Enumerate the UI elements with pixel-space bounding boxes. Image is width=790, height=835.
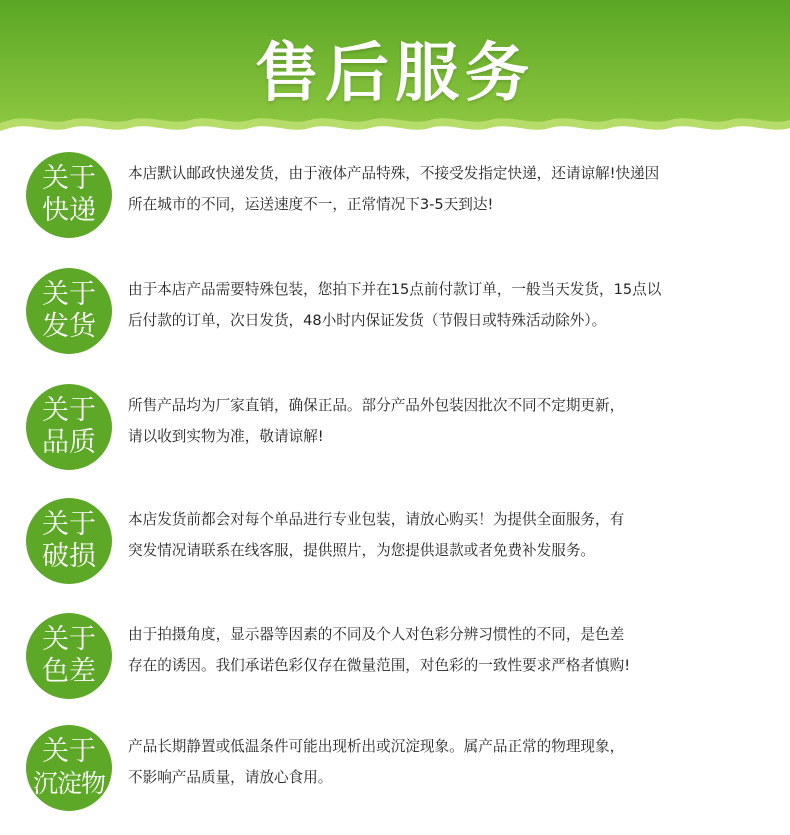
badge-label-bottom: 破损 xyxy=(42,541,96,572)
badge-label-top: 关于 xyxy=(42,509,96,540)
badge-circle xyxy=(26,725,112,811)
badge-circle xyxy=(26,152,112,238)
badge-label-top: 关于 xyxy=(42,736,96,767)
description-line: 本店默认邮政快递发货，由于液体产品特殊，不接受发指定快递，还请谅解!快递因 xyxy=(128,165,660,182)
badge-label-top: 关于 xyxy=(42,395,96,426)
service-item-express xyxy=(26,152,776,252)
service-item-quality xyxy=(26,384,776,484)
service-item-shipping xyxy=(26,268,776,368)
description-line: 存在的诱因。我们承诺色彩仅存在微量范围，对色彩的一致性要求严格者慎购! xyxy=(128,657,631,674)
description-line: 由于拍摄角度，显示器等因素的不同及个人对色彩分辨习惯性的不同，是色差 xyxy=(128,626,625,643)
description-line: 不影响产品质量，请放心食用。 xyxy=(128,769,333,786)
badge-label-bottom: 快递 xyxy=(42,195,96,226)
header-banner xyxy=(0,0,790,150)
item-description xyxy=(128,390,768,452)
badge-label-top: 关于 xyxy=(42,163,96,194)
description-line: 所售产品均为厂家直销，确保正品。部分产品外包装因批次不同不定期更新， xyxy=(128,397,625,414)
item-description xyxy=(128,731,768,793)
service-item-damage xyxy=(26,498,776,598)
item-description xyxy=(128,158,768,220)
description-line: 本店发货前都会对每个单品进行专业包装，请放心购买！为提供全面服务，有 xyxy=(128,511,625,528)
badge-label-bottom: 色差 xyxy=(42,656,96,687)
item-description xyxy=(128,504,768,566)
badge-label-bottom: 发货 xyxy=(42,311,96,342)
item-description xyxy=(128,274,768,336)
badge-label-bottom: 沉淀物 xyxy=(32,769,105,798)
service-item-sediment xyxy=(26,725,776,825)
description-line: 由于本店产品需要特殊包装，您拍下并在15点前付款订单，一般当天发货，15点以 xyxy=(128,281,662,298)
page-title: 售后服务 xyxy=(255,37,535,111)
badge-circle xyxy=(26,613,112,699)
description-line: 请以收到实物为准，敬请谅解! xyxy=(128,428,324,445)
description-line: 突发情况请联系在线客服，提供照片，为您提供退款或者免费补发服务。 xyxy=(128,542,596,559)
badge-circle xyxy=(26,498,112,584)
badge-label-top: 关于 xyxy=(42,624,96,655)
badge-circle xyxy=(26,384,112,470)
item-description xyxy=(128,619,768,681)
badge-circle xyxy=(26,268,112,354)
description-line: 后付款的订单，次日发货，48小时内保证发货（节假日或特殊活动除外）。 xyxy=(128,312,607,329)
badge-label-bottom: 品质 xyxy=(42,427,96,458)
description-line: 产品长期静置或低温条件可能出现析出或沉淀现象。属产品正常的物理现象， xyxy=(128,738,625,755)
badge-label-top: 关于 xyxy=(42,279,96,310)
description-line: 所在城市的不同，运送速度不一，正常情况下3-5天到达! xyxy=(128,196,494,213)
service-item-color-difference xyxy=(26,613,776,713)
